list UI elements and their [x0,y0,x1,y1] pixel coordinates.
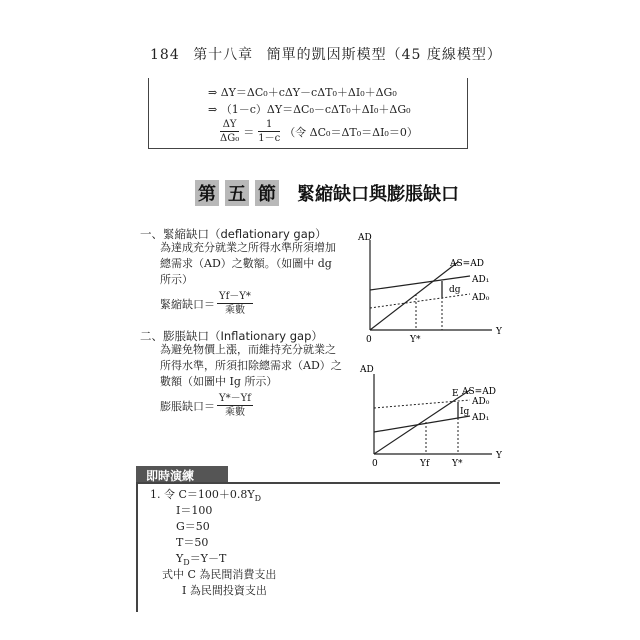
practice-line-6: 式中 C 為民間消費支出 [162,568,277,581]
practice-text: Y [176,552,184,565]
as-ad-line [374,390,470,454]
body-line: 為避免物價上漲，而維持充分就業之 [160,343,336,356]
formula-numerator: Yf－Y* [219,291,251,302]
section-heading [195,178,459,208]
section-tile: 第 [195,180,219,206]
formula-fraction [217,290,253,317]
body-line: 所得水準，所須扣除總需求（AD）之 [160,359,342,372]
inflationary-formula [160,392,253,419]
fraction-dy-dg [220,118,239,145]
practice-text: ＝Y－T [189,552,227,565]
formula-numerator: Y*－Yf [219,393,251,404]
ad0-label: AD₀ [472,293,490,303]
body-line: 總需求（AD）之數額。（如圖中 dg [160,257,332,270]
ad1-line [374,416,470,432]
practice-line-2: I＝100 [176,504,213,517]
formula-label: 緊縮缺口＝ [160,297,215,311]
practice-line-5 [176,550,226,567]
formula-fraction [217,392,253,419]
as-ad-line [370,262,458,330]
deflationary-gap-graph [350,226,510,350]
practice-line-7: I 為民間投資支出 [182,584,267,597]
deflationary-formula [160,290,253,317]
fraction-denominator: ΔG₀ [220,133,240,144]
practice-text: 1. 令 C＝100＋0.8Y [150,488,255,501]
deflationary-heading: 一、緊縮缺口（deflationary gap） [140,227,327,241]
ad0-label: AD₀ [472,397,490,407]
x-axis-label: Y [496,451,502,461]
ig-label: Ig [460,407,470,417]
as-ad-label: AS=AD [462,387,496,397]
practice-label: 即時演練 [136,466,228,484]
dg-label: dg [449,285,461,295]
ystar-label: Y* [452,459,463,469]
inflationary-body [160,342,342,390]
fraction-numerator: 1 [258,118,280,132]
chapter-label: 第十八章 [193,47,254,63]
practice-line-3: G＝50 [176,520,210,533]
chapter-title: 簡單的凱因斯模型（45 度線模型） [266,47,502,63]
yf-label: Yf [420,459,430,469]
inflationary-heading: 二、膨脹缺口（Inflationary gap） [140,329,323,343]
ad1-label: AD₁ [472,275,490,285]
body-line: 所示） [160,273,193,286]
body-line: 為達成充分就業之所得水準所須增加 [160,241,336,254]
equals-sign: ＝ [243,125,255,139]
practice-left-rule [136,482,138,612]
deflationary-body [160,240,336,288]
section-tile: 五 [225,180,249,206]
e-label: E [452,389,459,399]
ad1-label: AD₁ [472,413,490,423]
subscript: D [183,558,190,568]
x-axis-label: Y [496,327,502,337]
section-tile: 節 [255,180,279,206]
page-header [150,44,510,64]
ystar-label: Y* [410,335,421,345]
body-line: 數額（如圖中 Ig 所示） [160,375,278,388]
fraction-multiplier [258,118,280,145]
section-title: 緊縮缺口與膨脹缺口 [297,184,459,205]
practice-top-rule [136,482,500,484]
ad0-line [374,400,470,408]
as-ad-label: AS=AD [450,259,484,269]
practice-line-1 [150,486,261,503]
inflationary-gap-graph [350,360,510,470]
derivation-note: （令 ΔC₀＝ΔT₀＝ΔI₀＝0） [284,125,418,139]
derivation-line-1: ⇒ ΔY＝ΔC₀＋cΔY－cΔT₀＋ΔI₀＋ΔG₀ [208,86,397,99]
fraction-numerator: ΔY [220,118,239,132]
multiplier-equation [220,118,418,145]
formula-denominator: 乘數 [224,305,245,316]
origin-label: 0 [366,335,372,345]
y-axis-label: AD [360,365,374,375]
page-number: 184 [150,47,180,63]
formula-label: 膨脹缺口＝ [160,399,215,413]
y-axis-label: AD [358,233,372,243]
formula-denominator: 乘數 [224,407,245,418]
subscript: D [254,494,262,504]
practice-line-4: T＝50 [176,536,209,549]
fraction-denominator: 1－c [258,133,281,144]
ad0-line [370,294,470,308]
derivation-line-2: ⇒ （1－c）ΔY＝ΔC₀－cΔT₀＋ΔI₀＋ΔG₀ [208,103,411,116]
origin-label: 0 [372,459,378,469]
